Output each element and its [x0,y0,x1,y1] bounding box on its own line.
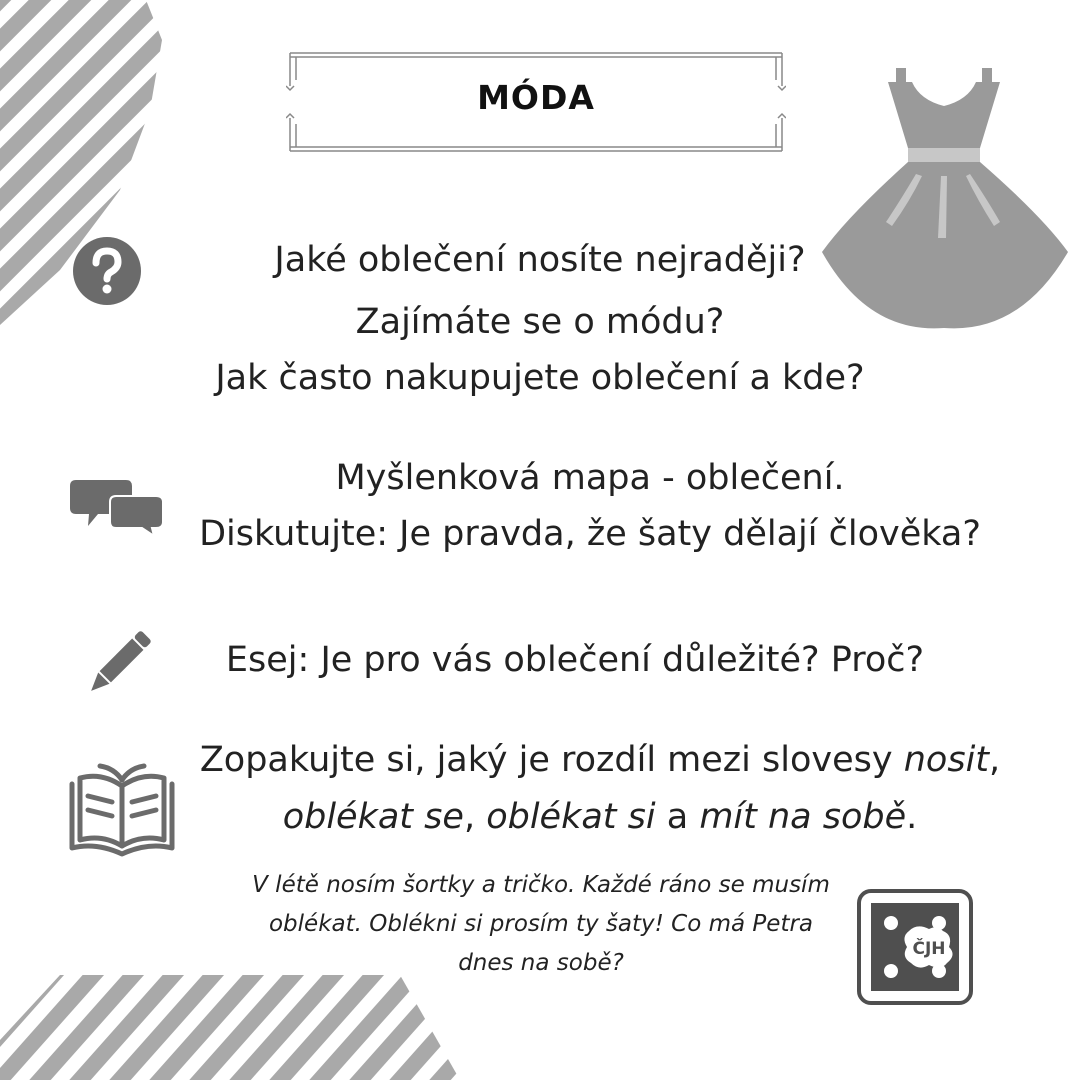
open-book-icon [66,760,178,858]
grammar-comma: , [989,740,1001,780]
grammar-separator-2: a [655,797,700,837]
verb-oblekat-se: oblékat se [282,797,464,837]
grammar-prefix: Zopakujte si, jaký je rozdíl mezi slovesy [199,740,904,780]
dress-icon [820,66,1070,330]
question-line-1: Jaké oblečení nosíte nejraději? [274,240,806,280]
question-line-3: Jak často nakupujete oblečení a kde? [215,358,865,398]
verb-nosit: nosit [903,740,990,780]
example-line-2: oblékat. Oblékni si prosím ty šaty! Co má Petra [268,911,814,938]
example-line-3: dnes na sobě? [458,950,624,977]
logo-text: ČJH [912,939,946,959]
pencil-icon [82,628,154,700]
grammar-line-1 [180,740,1020,780]
grammar-separator-1: , [463,797,487,837]
chat-bubbles-icon [70,478,165,538]
cjh-puzzle-logo [857,889,973,1005]
essay-prompt: Esej: Je pro vás oblečení důležité? Proč? [225,640,925,680]
page-title: MÓDA [477,78,595,117]
example-sentences [236,866,846,983]
grammar-period: . [906,797,918,837]
question-circle-icon [72,236,142,306]
verb-oblekat-si: oblékat si [486,797,656,837]
question-line-2: Zajímáte se o módu? [355,302,725,342]
discussion-line-2: Diskutujte: Je pravda, že šaty dělají člověka? [199,514,981,554]
example-line-1: V létě nosím šortky a tričko. Každé ráno se musím [252,872,830,898]
discussion-line-1: Myšlenková mapa - oblečení. [335,458,845,498]
grammar-line-2 [180,797,1020,837]
verb-mit-na-sobe: mít na sobě [699,797,907,837]
